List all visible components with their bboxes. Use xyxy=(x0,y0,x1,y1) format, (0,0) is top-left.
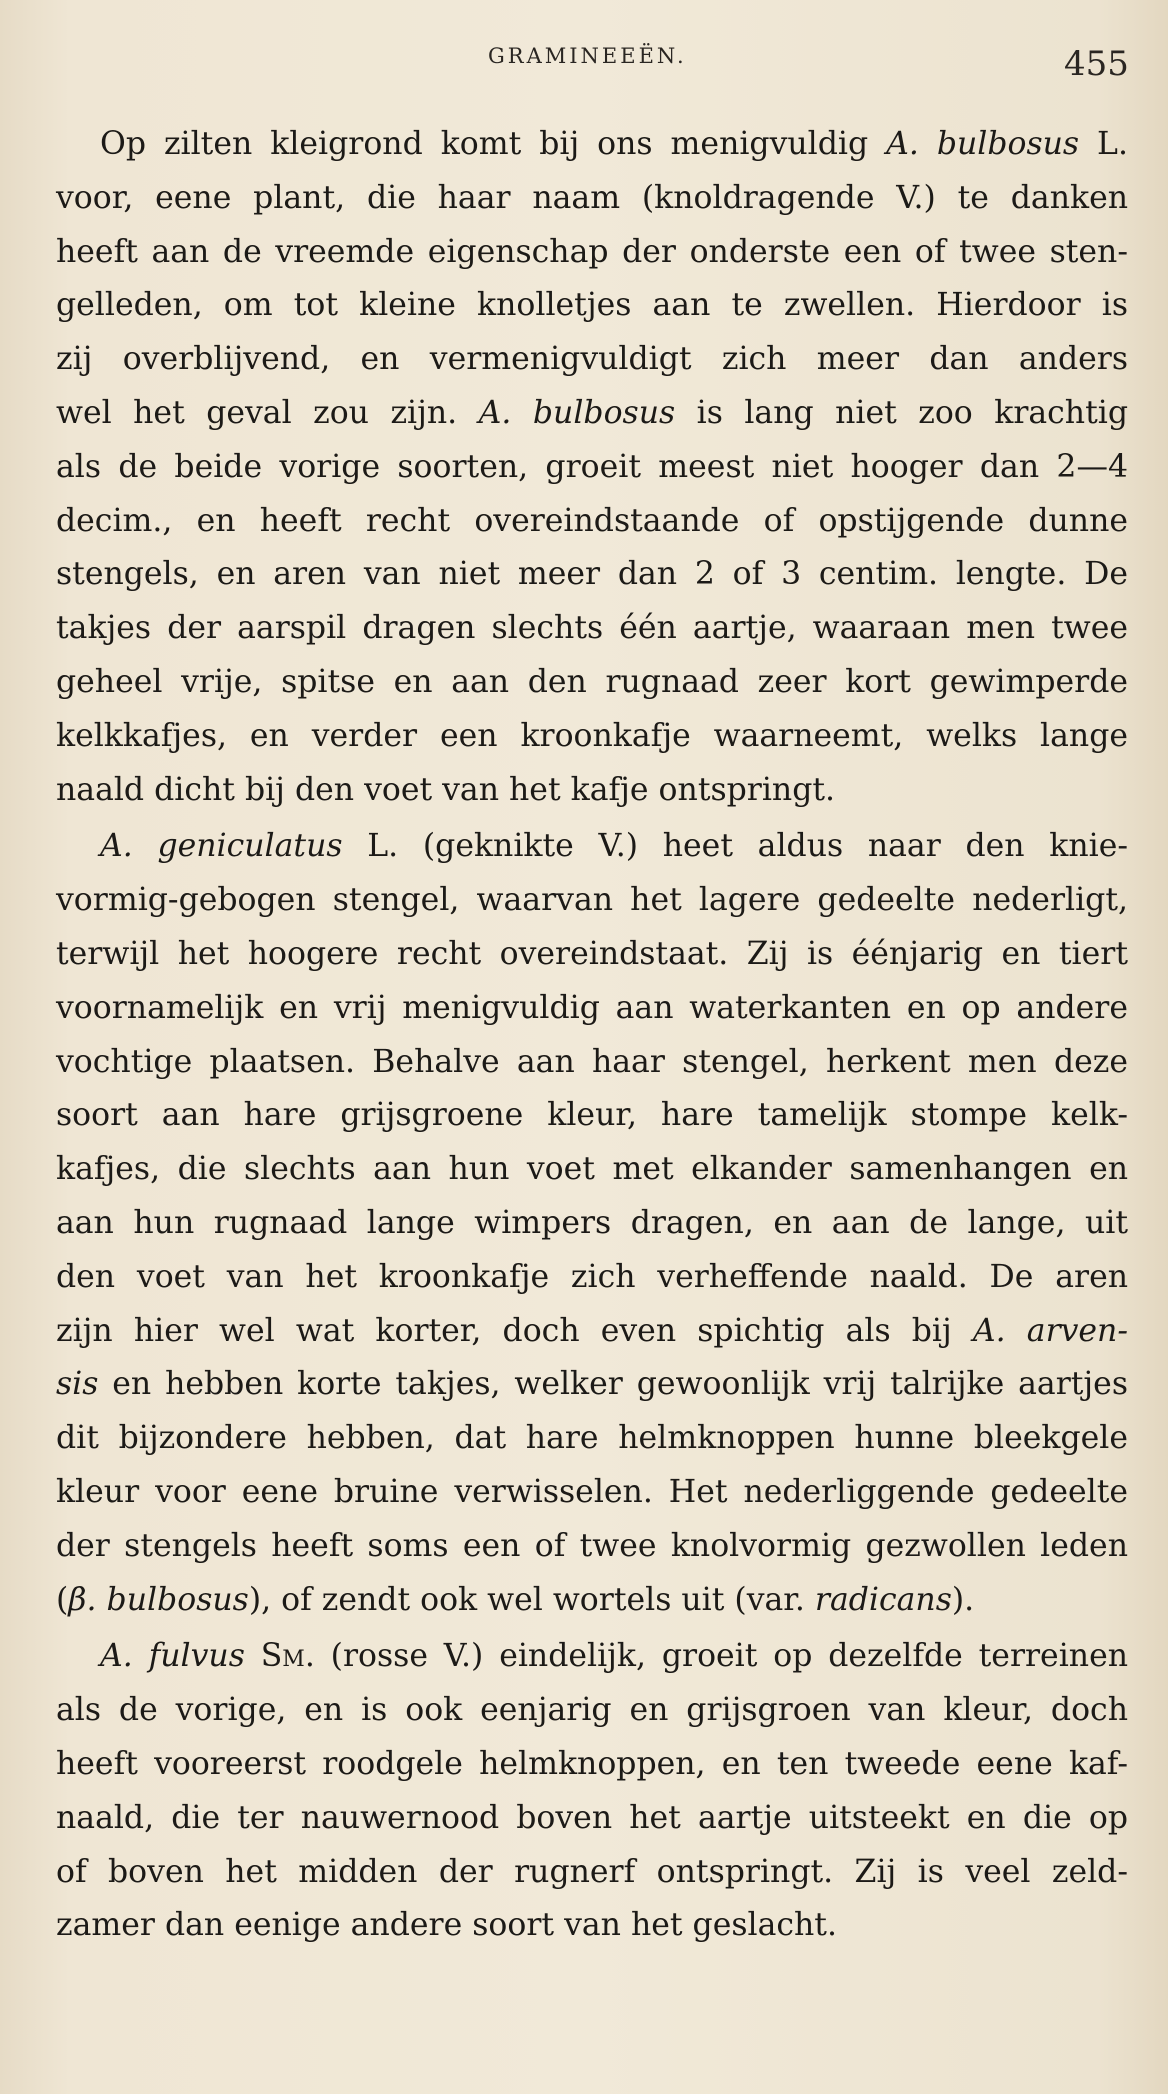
text-line: als de beide vorige soorten, groeit meest niet hooger dan 2—4 xyxy=(56,448,1128,485)
page-number: 455 xyxy=(1064,44,1129,84)
text-line: vochtige plaatsen. Behalve aan haar stengel, herkent men deze xyxy=(56,1043,1128,1080)
text-line: zamer dan eenige andere soort van het geslacht. xyxy=(56,1907,837,1944)
taxon-name: A. bulbosus xyxy=(478,394,676,431)
running-title: GRAMINEEËN. xyxy=(488,44,687,68)
text-line: kleur voor eene bruine verwisselen. Het nederliggende gedeelte xyxy=(56,1473,1128,1510)
text-line: soort aan hare grijsgroene kleur, hare tamelijk stompe kelk- xyxy=(56,1097,1128,1134)
text-line: kafjes, die slechts aan hun voet met elkander samenhangen en xyxy=(56,1151,1128,1188)
text-line: voor, eene plant, die haar naam (knoldragende V.) te danken xyxy=(56,179,1128,216)
text-line: zij overblijvend, en vermenigvuldigt zich meer dan anders xyxy=(56,341,1128,378)
text-line: terwijl het hoogere recht overeindstaat. Zij is éénjarig en tiert xyxy=(56,935,1128,972)
author-abbrev: Sm. xyxy=(260,1638,315,1675)
text-line: als de vorige, en is ook eenjarig en grijsgroen van kleur, doch xyxy=(56,1692,1128,1729)
text-line: (β. bulbosus), of zendt ook wel wortels uit (var. radicans). xyxy=(56,1581,975,1618)
text-line: geheel vrije, spitse en aan den rugnaad zeer kort gewimperde xyxy=(56,663,1128,700)
taxon-name: A. fulvus xyxy=(100,1638,245,1675)
paragraph xyxy=(56,118,1128,817)
text-line: aan hun rugnaad lange wimpers dragen, en aan de lange, uit xyxy=(56,1204,1128,1241)
text-line: kelkkafjes, en verder een kroonkafje waarneemt, welks lange xyxy=(56,717,1128,754)
text-line: Op zilten kleigrond komt bij ons menigvuldig A. bulbosus L. xyxy=(100,126,1128,162)
body-text xyxy=(56,118,1128,1953)
text-line: heeft aan de vreemde eigenschap der onderste een of twee sten- xyxy=(56,233,1128,270)
taxon-name: sis xyxy=(56,1366,99,1403)
taxon-name: A. arven- xyxy=(972,1312,1128,1349)
text-line: takjes der aarspil dragen slechts één aartje, waaraan men twee xyxy=(56,610,1128,647)
text-line: voornamelijk en vrij menigvuldig aan waterkanten en op andere xyxy=(56,989,1128,1026)
taxon-name: β. bulbosus xyxy=(68,1581,249,1618)
text-line: A. geniculatus L. (geknikte V.) heet aldus naar den knie- xyxy=(100,828,1128,865)
text-line: den voet van het kroonkafje zich verheffende naald. De aren xyxy=(56,1258,1128,1295)
paragraph xyxy=(56,1630,1128,1953)
text-line: zijn hier wel wat korter, doch even spichtig als bij A. arven- xyxy=(56,1312,1128,1349)
text-line: gelleden, om tot kleine knolletjes aan te zwellen. Hierdoor is xyxy=(56,287,1128,324)
text-line: dit bijzondere hebben, dat hare helmknoppen hunne bleekgele xyxy=(56,1420,1128,1457)
text-line: of boven het midden der rugnerf ontspringt. Zij is veel zeld- xyxy=(56,1853,1128,1890)
text-line: heeft vooreerst roodgele helmknoppen, en ten tweede eene kaf- xyxy=(56,1745,1128,1782)
text-line: decim., en heeft recht overeindstaande of opstijgende dunne xyxy=(56,502,1128,539)
text-line: naald, die ter nauwernood boven het aartje uitsteekt en die op xyxy=(56,1799,1128,1836)
taxon-name: radicans xyxy=(814,1581,952,1618)
taxon-name: A. bulbosus xyxy=(886,126,1080,162)
text-line: A. fulvus Sm. (rosse V.) eindelijk, groeit op dezelfde terreinen xyxy=(100,1638,1128,1675)
text-line: wel het geval zou zijn. A. bulbosus is lang niet zoo krachtig xyxy=(56,394,1128,431)
text-line: sis en hebben korte takjes, welker gewoonlijk vrij talrijke aartjes xyxy=(56,1366,1128,1403)
paragraph xyxy=(56,820,1128,1627)
text-line: stengels, en aren van niet meer dan 2 of 3 centim. lengte. De xyxy=(56,556,1128,593)
text-line: naald dicht bij den voet van het kafje ontspringt. xyxy=(56,771,836,808)
text-line: der stengels heeft soms een of twee knolvormig gezwollen leden xyxy=(56,1527,1128,1564)
text-line: vormig-gebogen stengel, waarvan het lagere gedeelte nederligt, xyxy=(56,882,1128,919)
taxon-name: A. geniculatus xyxy=(100,828,343,865)
